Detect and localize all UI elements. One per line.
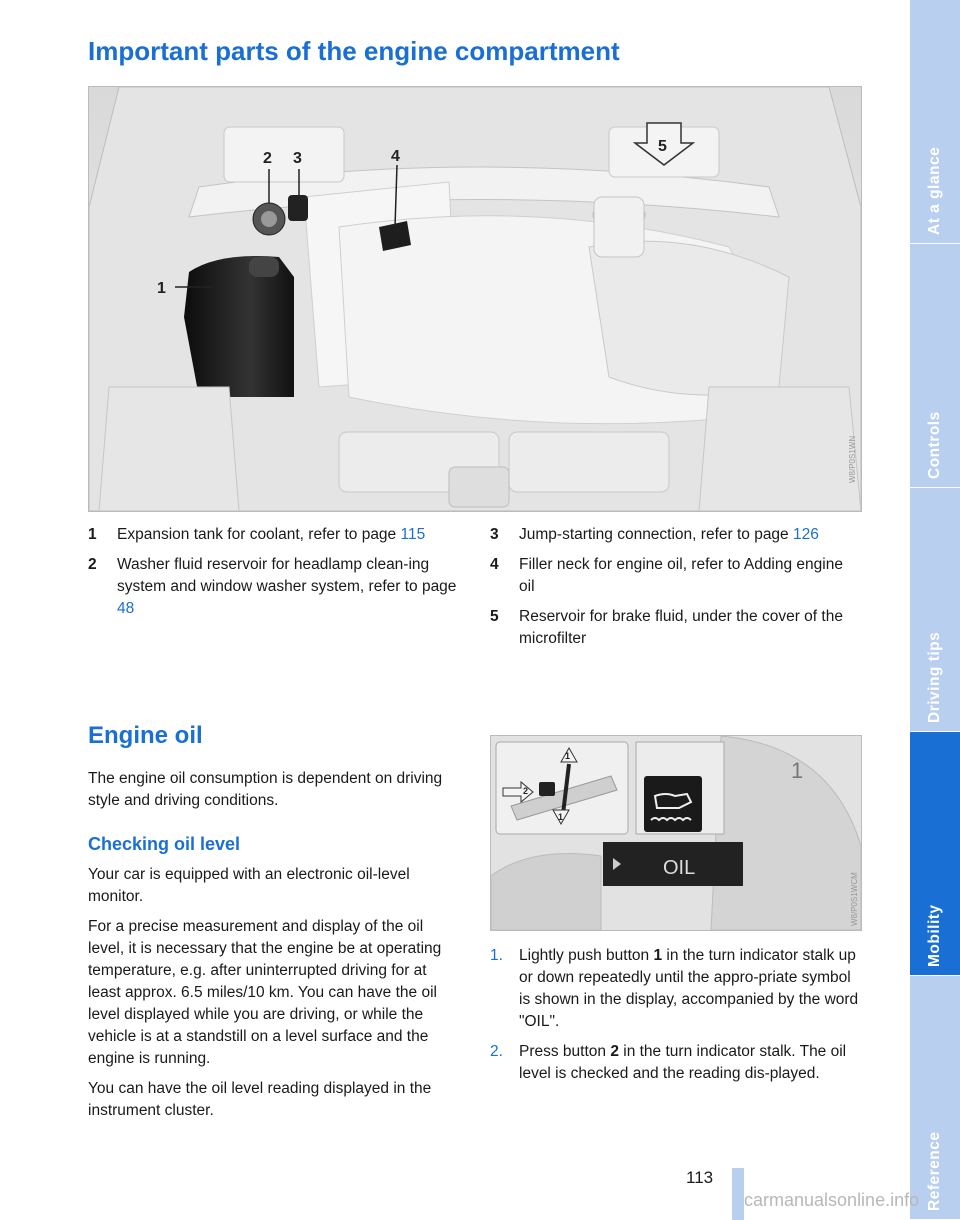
watermark: carmanualsonline.info (744, 1190, 920, 1210)
tab-controls[interactable] (910, 244, 960, 488)
callout-5: 5 (658, 138, 667, 155)
button-reference: 2 (610, 1043, 619, 1060)
step-number: 2. (490, 1043, 503, 1060)
part-item (490, 606, 860, 650)
part-number: 2 (88, 556, 97, 573)
tab-at-a-glance[interactable] (910, 0, 960, 244)
part-description: Filler neck for engine oil, refer to Adding engine oil (519, 556, 843, 595)
part-description (117, 524, 458, 546)
parts-list-left (88, 524, 458, 628)
tab-label: Mobility (926, 904, 943, 967)
page-title: Important parts of the engine compartment (88, 36, 620, 66)
oil-monitor-paragraph: Your car is equipped with an electronic oil-level monitor. (88, 866, 410, 905)
section-heading-engine-oil: Engine oil (88, 722, 203, 749)
oil-measurement-paragraph: For a precise measurement and display of the oil level, it is necessary that the engine be at operating temperature, e.g. after uninterrupted driving for at least approx. 6.5 miles/10 km. You can have the oil level displayed while you are driving, or while the vehicle is at a standstill on a level surface and the engine is running. (88, 918, 442, 1067)
part-item (88, 524, 458, 546)
tab-label: At a glance (926, 146, 943, 235)
page-link-126[interactable]: 126 (792, 526, 819, 543)
step-text (519, 945, 862, 1033)
instrument-cluster-photo (490, 735, 862, 931)
part-number: 4 (490, 556, 499, 573)
cluster-callout-1-bottom: 1 (558, 812, 564, 822)
step-number: 1. (490, 947, 503, 964)
part-description (117, 554, 458, 620)
step-text-part: Press button (519, 1043, 611, 1060)
tab-label: Driving tips (926, 631, 943, 723)
step-text (519, 1041, 862, 1085)
tab-driving-tips[interactable] (910, 488, 960, 732)
page-link-115[interactable]: 115 (400, 526, 426, 543)
oil-check-steps (490, 945, 862, 1093)
callout-4: 4 (391, 148, 400, 165)
part-number: 3 (490, 526, 499, 543)
gauge-mark: 1 (791, 758, 804, 783)
step-item (490, 945, 862, 1033)
photo-code: W8/P0S1WN (848, 435, 857, 483)
instrument-cluster-illustration (491, 736, 861, 930)
button-reference: 1 (653, 947, 663, 964)
part-description (519, 524, 860, 546)
tab-reference[interactable] (910, 976, 960, 1220)
part-item (490, 554, 860, 598)
oil-display-paragraph: You can have the oil level reading displayed in the instrument cluster. (88, 1080, 432, 1119)
engine-compartment-photo (88, 86, 862, 512)
part-number: 1 (88, 526, 97, 543)
part-number: 5 (490, 608, 499, 625)
callout-2: 2 (263, 150, 272, 167)
step-text-part: Lightly push button (519, 947, 654, 964)
callout-1: 1 (157, 280, 166, 297)
page-link-48[interactable]: 48 (117, 600, 135, 617)
part-text: Expansion tank for coolant, refer to page (117, 526, 401, 543)
part-text: Washer fluid reservoir for headlamp clean-ing system and window washer system, refer to page (117, 556, 457, 595)
step-item (490, 1041, 862, 1085)
callout-3: 3 (293, 150, 302, 167)
cluster-callout-1-top: 1 (565, 751, 571, 761)
cluster-display-text: OIL (663, 857, 696, 879)
cluster-callout-2: 2 (523, 786, 529, 796)
part-item (490, 524, 860, 546)
parts-list-right (490, 524, 860, 658)
page-number-bar (732, 1168, 744, 1220)
tab-label: Reference (926, 1131, 943, 1211)
part-item (88, 554, 458, 620)
engine-compartment-illustration (89, 87, 861, 511)
subheading-checking-oil-level: Checking oil level (88, 834, 241, 854)
tab-mobility[interactable] (910, 732, 960, 976)
part-text: Jump-starting connection, refer to page (519, 526, 793, 543)
part-description: Reservoir for brake fluid, under the cover of the microfilter (519, 608, 843, 647)
page-number: 113 (686, 1168, 714, 1187)
chapter-sidebar (910, 0, 960, 1220)
tab-label: Controls (926, 411, 943, 479)
step-text-part: in the turn indicator stalk up or down repeatedly until the appro-priate symbol is shown in the display, accompanied by the word "OIL". (519, 947, 859, 1030)
step-text-part: in the turn indicator stalk. The oil level is checked and the reading dis-played. (519, 1043, 847, 1082)
cluster-photo-code: W8/P0S1WCM (850, 872, 859, 926)
engine-oil-intro: The engine oil consumption is dependent on driving style and driving conditions. (88, 770, 443, 809)
